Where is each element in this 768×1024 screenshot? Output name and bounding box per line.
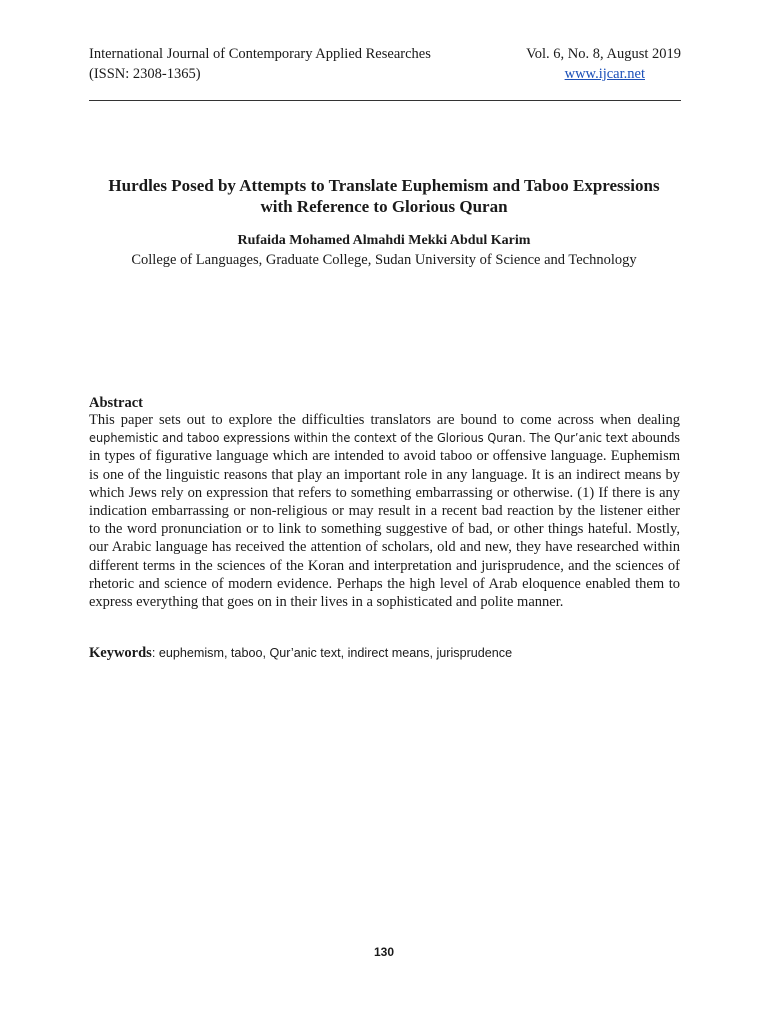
paper-title-line-2: with Reference to Glorious Quran <box>260 197 508 216</box>
paper-title <box>60 175 708 217</box>
journal-name: International Journal of Contemporary Applied Researches <box>89 46 431 62</box>
header-left <box>89 44 431 84</box>
keywords-label: Keywords <box>89 645 152 661</box>
journal-website-link[interactable]: www.ijcar.net <box>564 66 645 82</box>
volume-info: Vol. 6, No. 8, August 2019 <box>526 46 681 62</box>
abstract-text-part-1: This paper sets out to explore the difficulties translators are bound to come across when dealing <box>89 412 680 428</box>
abstract-text-part-3: abounds in types of figurative language which are intended to avoid taboo or offensive language. Euphemism is one of the linguistic reasons that play an important role in any language. It is an indirect means by which Jews rely on expression that refers to something embarrassing or otherwise. (1) If there is any indication embarrassing or non-religious or may result in a recent bad reaction by the listener either to the word pronunciation or to link to something suggestive of bad, or other things hateful. Mostly, our Arabic language has received the attention of scholars, old and new, they have researched within different terms in the sciences of the Koran and interpretation and jurisprudence, and the sciences of rhetoric and science of modern evidence. Perhaps the high level of Arab eloquence enabled them to express everything that goes on in their lives in a sophisticated and polite manner. <box>89 430 680 611</box>
paper-title-line-1: Hurdles Posed by Attempts to Translate Euphemism and Taboo Expressions <box>108 176 660 195</box>
journal-header <box>89 44 681 88</box>
abstract-text-part-2: euphemistic and taboo expressions within the context of the Glorious Quran. The Qur’anic text <box>89 430 628 446</box>
journal-issn: (ISSN: 2308-1365) <box>89 66 201 82</box>
keywords-text: : euphemism, taboo, Qur’anic text, indirect means, jurisprudence <box>151 646 513 660</box>
abstract-body <box>89 411 680 611</box>
author-name: Rufaida Mohamed Almahdi Mekki Abdul Karim <box>237 233 531 248</box>
header-right <box>526 44 681 84</box>
author-affiliation: College of Languages, Graduate College, Sudan University of Science and Technology <box>131 252 637 268</box>
page-number: 130 <box>373 945 395 959</box>
abstract-heading: Abstract <box>89 395 143 411</box>
header-divider <box>89 100 681 101</box>
keywords-line <box>89 644 680 662</box>
